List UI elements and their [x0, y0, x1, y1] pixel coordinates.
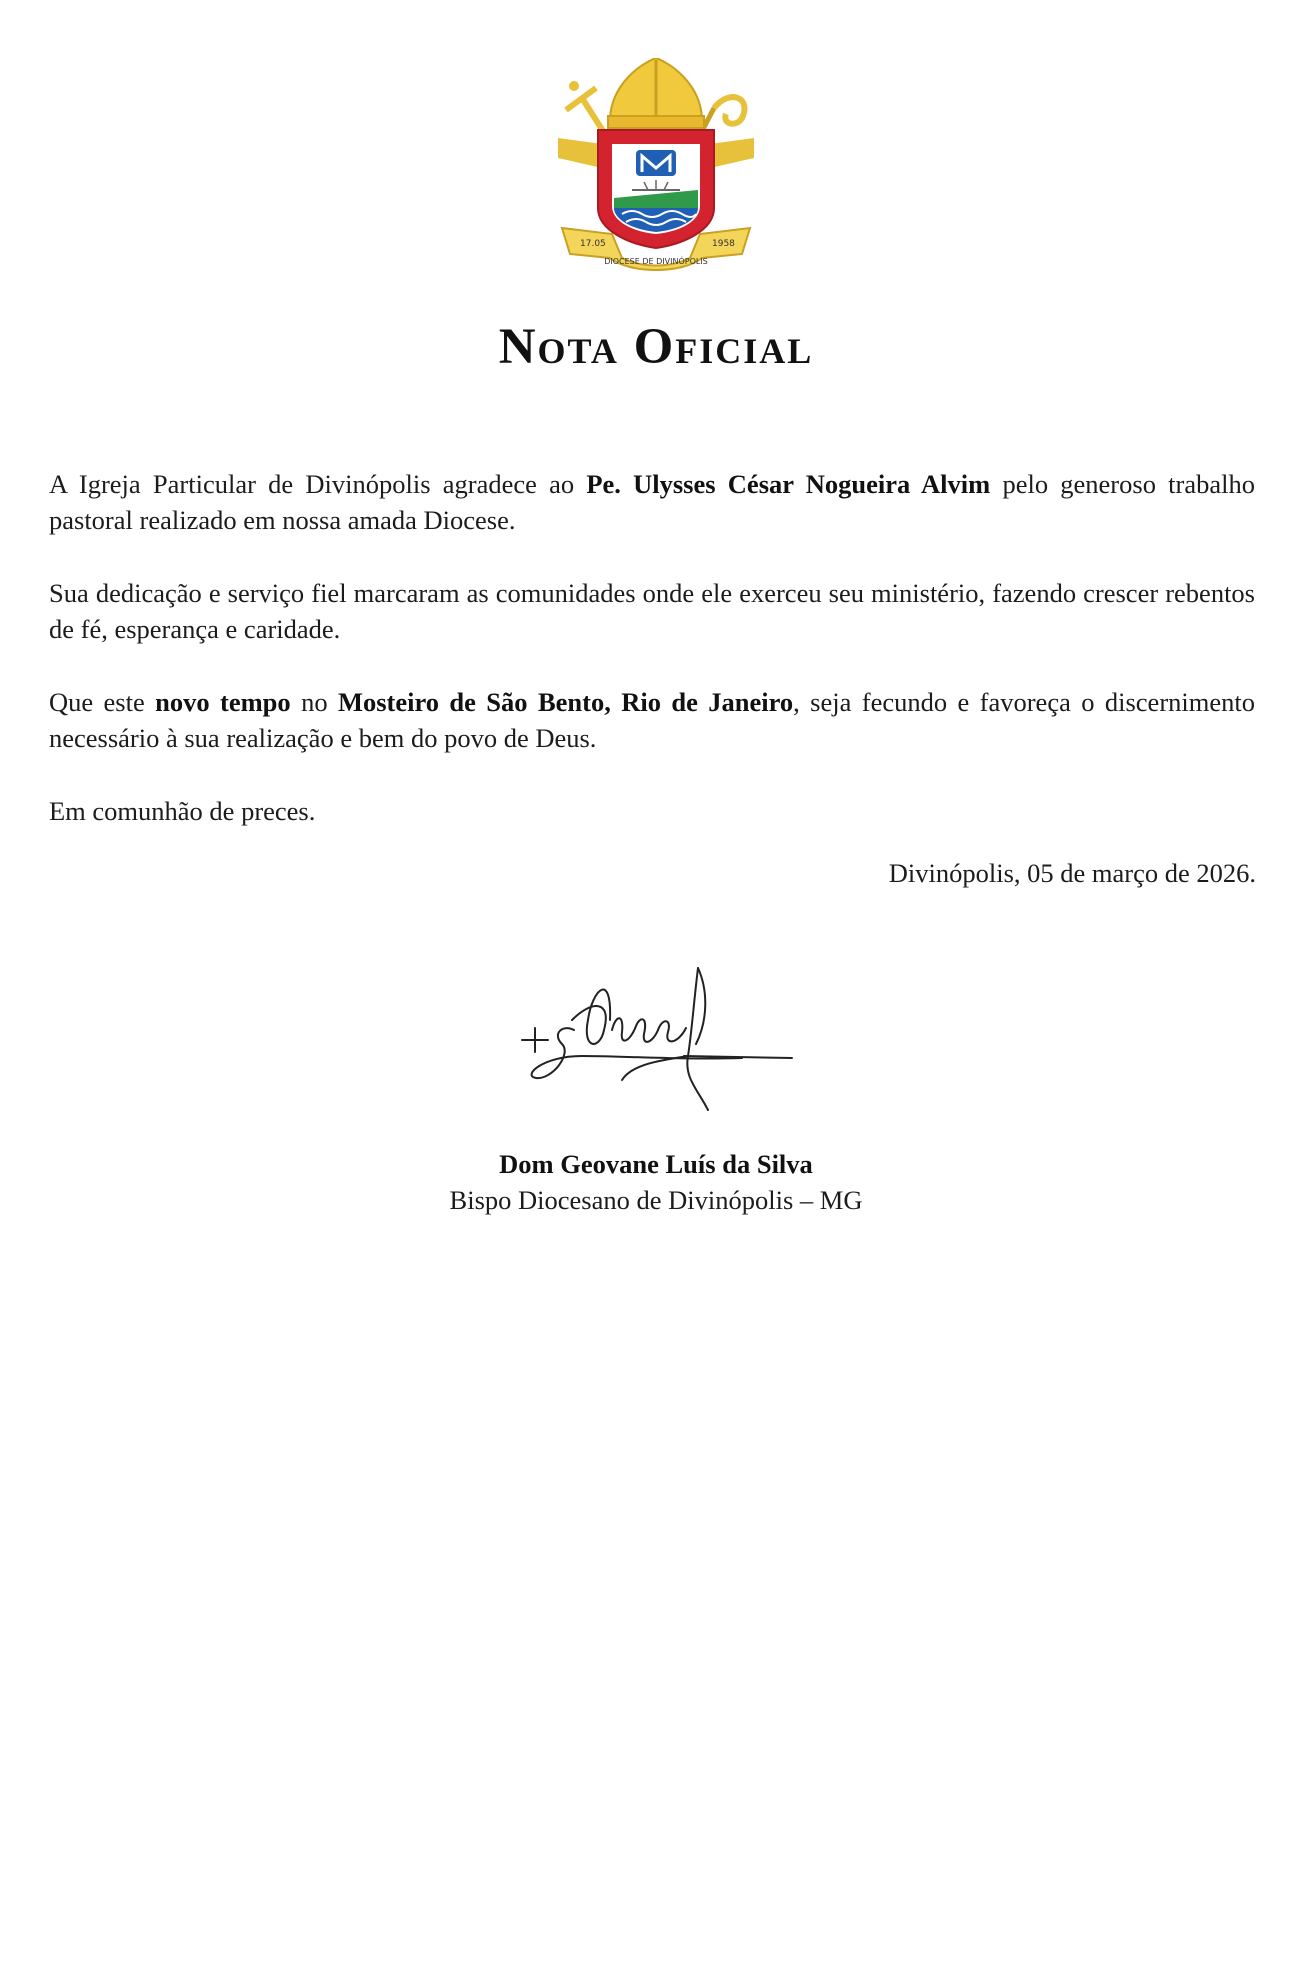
signer-role: Bispo Diocesano de Divinópolis – MG: [449, 1185, 863, 1215]
p3-text-1: Que este: [49, 687, 156, 717]
handwritten-signature-icon: [512, 960, 812, 1130]
paragraph-4: Em comunhão de preces.: [49, 796, 316, 826]
paragraph-1: [49, 466, 1255, 538]
date-line: Divinópolis, 05 de março de 2026.: [888, 858, 1256, 888]
ribbon-right-text: 1958: [712, 239, 735, 249]
signer-block: [0, 1146, 1312, 1218]
paragraph-2: Sua dedicação e serviço fiel marcaram as comunidades onde ele exerceu seu ministério, fazendo crescer rebentos de fé, esperança e caridade.: [49, 578, 1255, 644]
letter-body: [49, 466, 1255, 866]
diocese-crest: [552, 58, 760, 278]
ribbon-motto-text: DIOCESE DE DIVINÓPOLIS: [604, 257, 708, 266]
p1-text-1: A Igreja Particular de Divinópolis agradece ao: [49, 469, 587, 499]
signature: [512, 960, 812, 1130]
p1-text-2: pelo generoso trabalho pastoral realizado em nossa amada Diocese.: [49, 469, 1255, 535]
p3-bold-2: Mosteiro de São Bento, Rio de Janeiro: [337, 687, 794, 717]
p3-text-3: , seja fecundo e favoreça o discernimento necessário à sua realização e bem do povo de Deus.: [49, 687, 1255, 753]
p3-bold-1: novo tempo: [155, 687, 291, 717]
ribbon-left-text: 17.05: [580, 239, 606, 249]
p3-text-2: no: [290, 687, 338, 717]
signer-name: Dom Geovane Luís da Silva: [499, 1149, 813, 1179]
p1-bold-name: Pe. Ulysses César Nogueira Alvim: [586, 469, 991, 499]
paragraph-3: [49, 684, 1255, 756]
coat-of-arms-icon: [552, 58, 760, 278]
page-title: Nota Oficial: [498, 319, 814, 375]
